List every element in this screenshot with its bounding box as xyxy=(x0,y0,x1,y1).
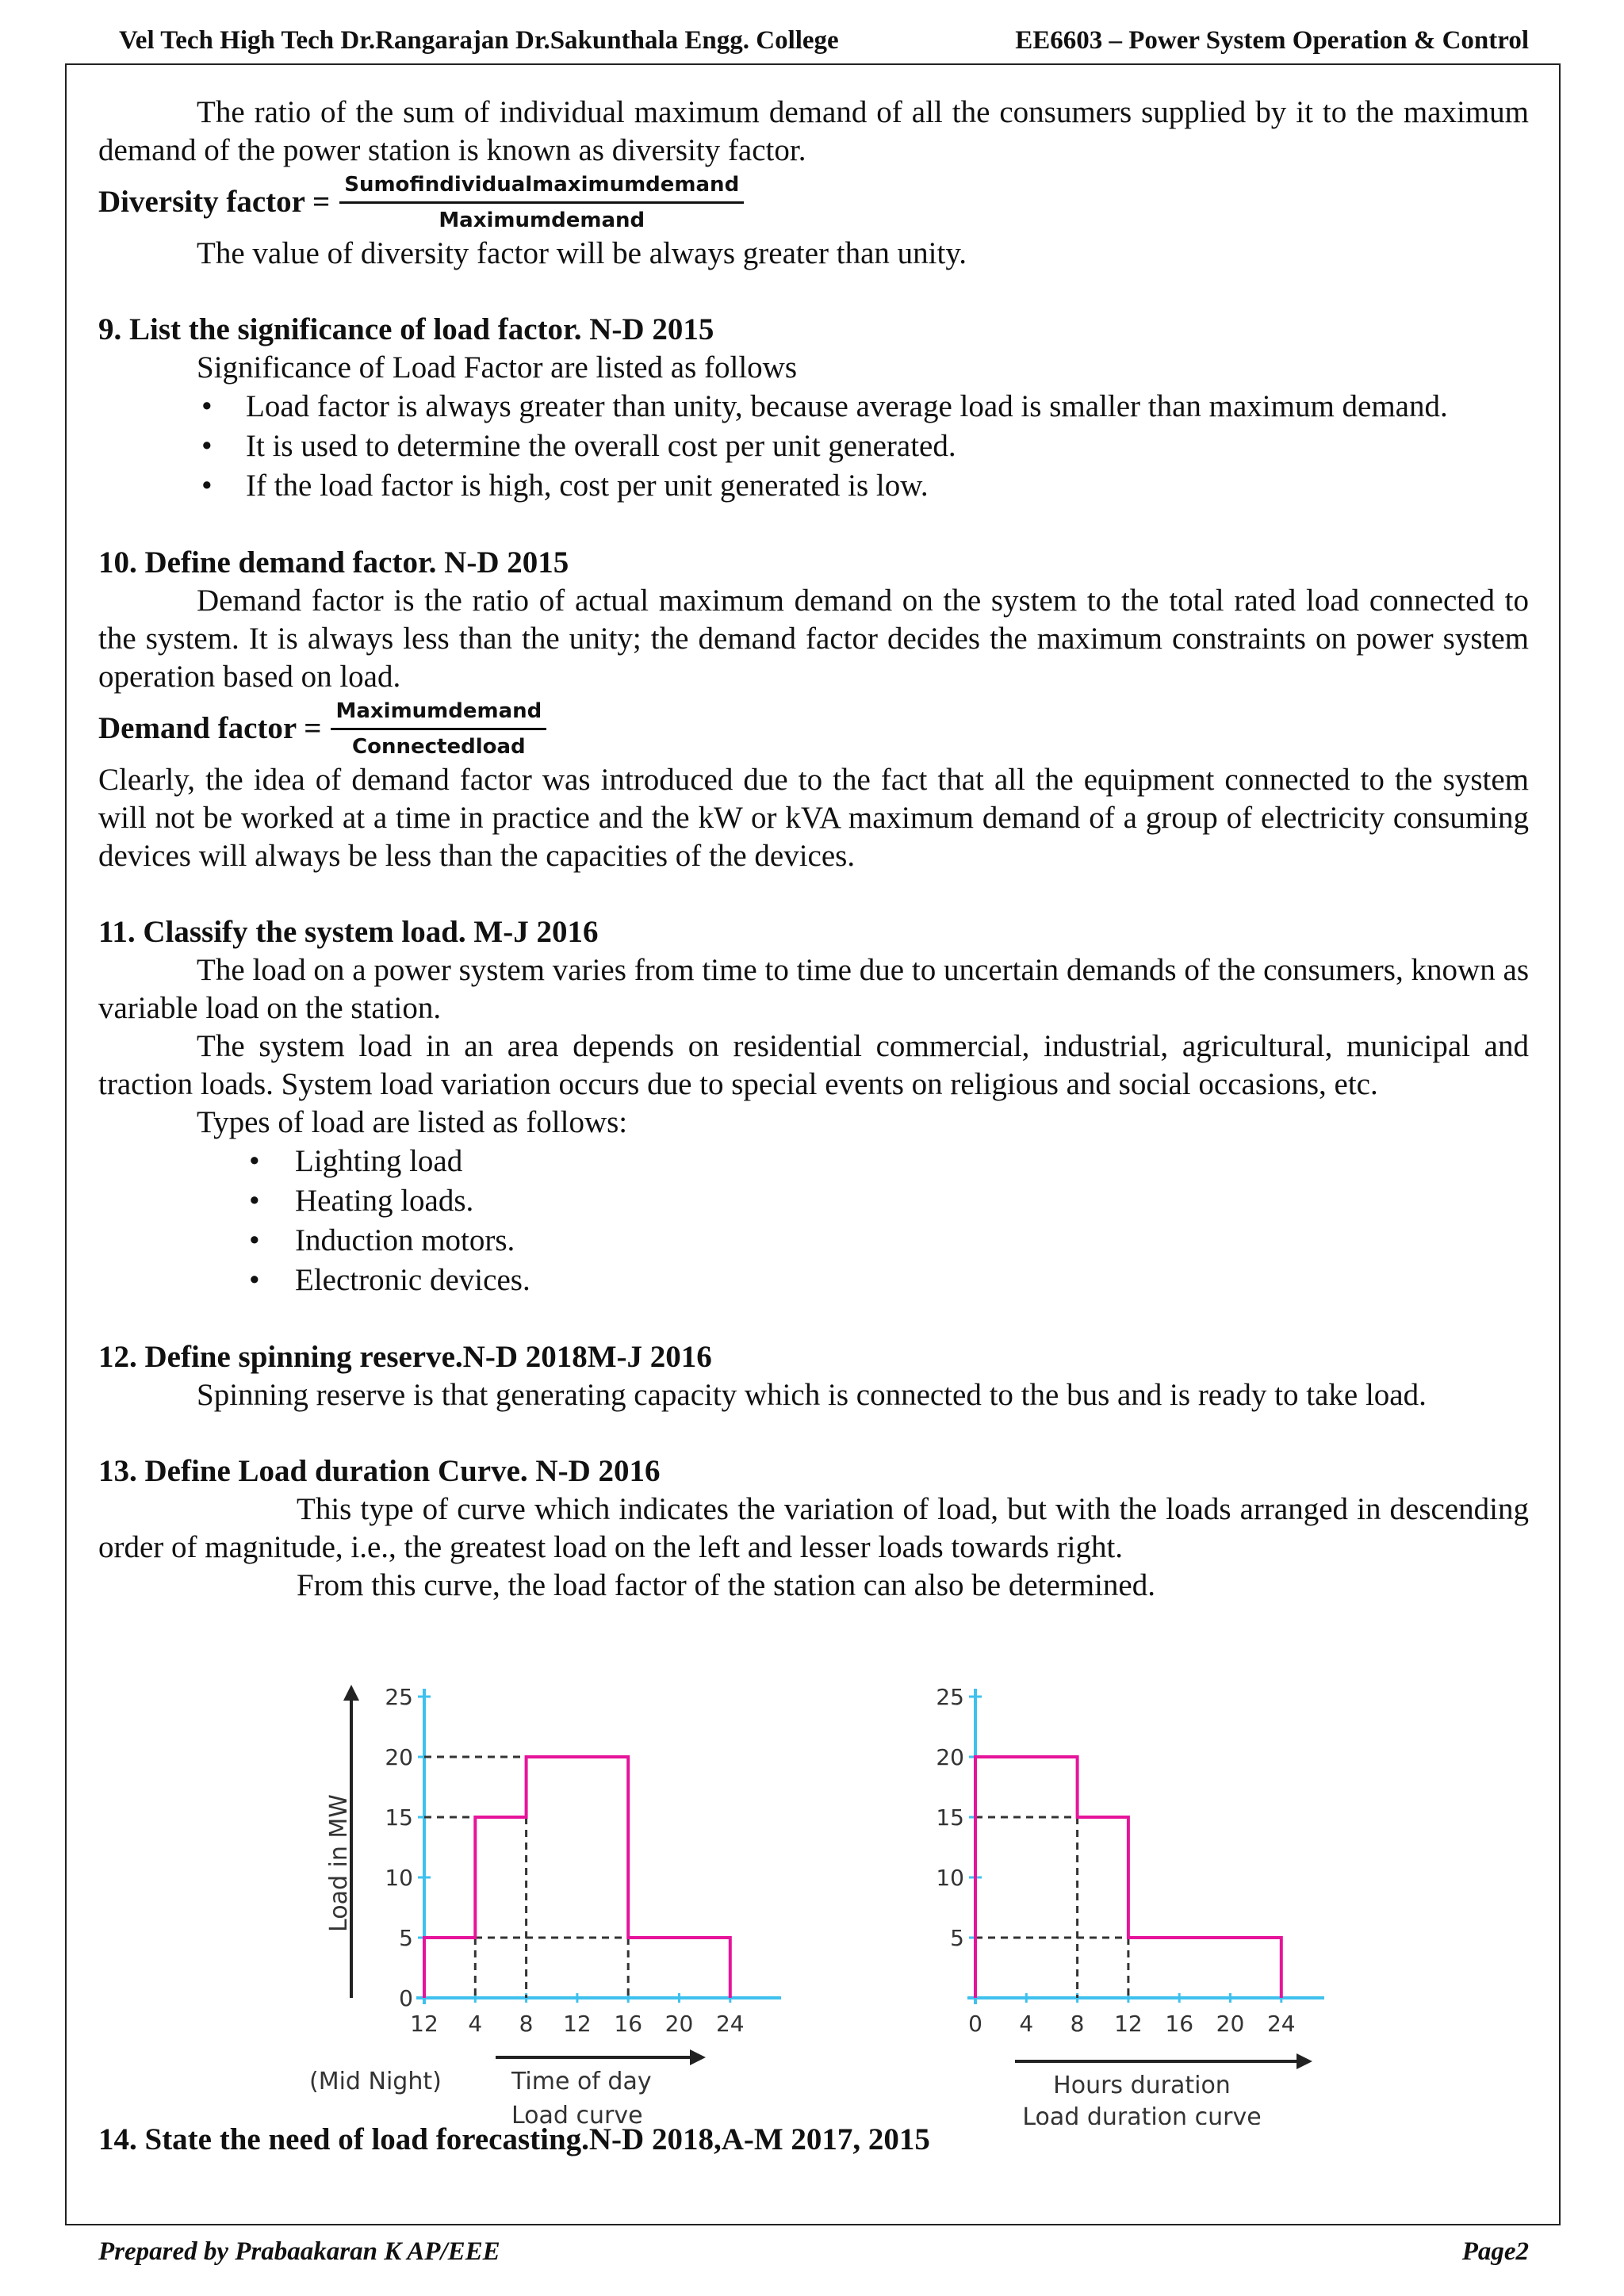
y-tick-label: 5 xyxy=(950,1925,964,1951)
x-tick-label: 4 xyxy=(1019,2011,1034,2037)
x-tick-label: 16 xyxy=(614,2011,643,2037)
list-item: • Lighting load xyxy=(98,1142,1529,1181)
diversity-formula xyxy=(98,170,1529,235)
footer-author: Prepared by Prabaakaran K AP/EEE xyxy=(98,2237,500,2266)
q11-para2: The system load in an area depends on residential commercial, industrial, agricultural, municipal and traction loads. System load variation occurs due to special events on religious and social occasions, etc. xyxy=(98,1029,1529,1101)
page-header xyxy=(119,21,1529,60)
x-tick-label: 24 xyxy=(1266,2011,1296,2037)
x-axis-label: Hours duration xyxy=(1053,2072,1231,2099)
q9-bullet-list xyxy=(98,387,1529,506)
x-tick-label: 12 xyxy=(563,2011,592,2037)
diversity-formula-label: Diversity factor = xyxy=(98,185,331,219)
list-item: • Electronic devices. xyxy=(98,1261,1529,1300)
fraction-numerator: Maximumdemand xyxy=(335,698,542,723)
q14-heading: 14. State the need of load forecasting.N-D 2018,A-M 2017, 2015 xyxy=(98,2122,930,2156)
x-tick-label: 8 xyxy=(1070,2011,1085,2037)
page-content xyxy=(98,94,1529,1605)
demand-formula xyxy=(98,696,1529,761)
q13-para1: This type of curve which indicates the variation of load, but with the loads arranged in descending order of magnitude, i.e., the greatest load on the left and lesser loads towards right. xyxy=(98,1492,1529,1564)
list-item: • Load factor is always greater than unity, because average load is smaller than maximum demand. xyxy=(98,387,1529,427)
load-curves-figure xyxy=(309,1586,1340,2125)
demand-formula-label: Demand factor = xyxy=(98,711,322,745)
list-item: • Induction motors. xyxy=(98,1221,1529,1261)
q10-explanation: Clearly, the idea of demand factor was introduced due to the fact that all the equipment connected to the system will not be worked at a time in practice and the kW or kVA maximum demand of a group of electricity consuming devices will always be less than the capacities of the devices. xyxy=(98,763,1529,873)
q13-para2: From this curve, the load factor of the station can also be determined. xyxy=(297,1568,1155,1602)
q12-heading: 12. Define spinning reserve.N-D 2018M-J 2016 xyxy=(98,1340,712,1374)
y-tick-label: 0 xyxy=(399,1985,413,2011)
x-axis-label: Time of day xyxy=(511,2068,652,2095)
page-footer xyxy=(98,2237,1529,2267)
q11-heading: 11. Classify the system load. M-J 2016 xyxy=(98,915,599,949)
footer-page-number: Page2 xyxy=(1461,2237,1529,2266)
y-tick-label: 20 xyxy=(385,1744,413,1770)
x-tick-label: 12 xyxy=(410,2011,439,2037)
chart-title: Load curve xyxy=(511,2102,643,2125)
fraction-denominator: Maximumdemand xyxy=(439,208,645,232)
y-tick-label: 5 xyxy=(399,1925,413,1951)
q10-definition: Demand factor is the ratio of actual maximum demand on the system to the total rated load connected to the system. It is always less than the unity; the demand factor decides the maximum constraints on power system operation based on load. xyxy=(98,584,1529,694)
q11-para1: The load on a power system varies from time to time due to uncertain demands of the consumers, known as variable load on the station. xyxy=(98,953,1529,1025)
arrow-head xyxy=(1297,2053,1312,2069)
x-tick-label: 8 xyxy=(519,2011,534,2037)
q10-heading: 10. Define demand factor. N-D 2015 xyxy=(98,545,569,580)
q12-definition: Spinning reserve is that generating capacity which is connected to the bus and is ready to take load. xyxy=(197,1378,1427,1412)
x-tick-label: 12 xyxy=(1114,2011,1143,2037)
x-tick-label: 4 xyxy=(468,2011,483,2037)
y-tick-label: 25 xyxy=(936,1684,964,1710)
y-tick-label: 25 xyxy=(385,1684,413,1710)
step-curve xyxy=(975,1757,1281,1998)
y-tick-label: 10 xyxy=(385,1865,413,1891)
y-tick-label: 15 xyxy=(385,1804,413,1831)
list-item: • Heating loads. xyxy=(98,1181,1529,1221)
step-curve xyxy=(424,1757,730,1998)
fraction-numerator: Sumofindividualmaximumdemand xyxy=(344,172,740,197)
list-item: • If the load factor is high, cost per unit generated is low. xyxy=(98,466,1529,506)
diversity-fraction xyxy=(339,173,744,232)
q9-heading: 9. List the significance of load factor. N-D 2015 xyxy=(98,312,714,346)
q9-intro: Significance of Load Factor are listed as follows xyxy=(197,350,798,385)
q13-heading: 13. Define Load duration Curve. N-D 2016 xyxy=(98,1454,661,1488)
header-course: EE6603 – Power System Operation & Control xyxy=(1015,25,1529,55)
x-tick-label: 24 xyxy=(715,2011,745,2037)
x-tick-label: 20 xyxy=(1216,2011,1245,2037)
list-item: • It is used to determine the overall cost per unit generated. xyxy=(98,427,1529,466)
x-tick-label: 16 xyxy=(1165,2011,1194,2037)
y-tick-label: 15 xyxy=(936,1804,964,1831)
x-tick-label: 0 xyxy=(968,2011,982,2037)
arrow-head xyxy=(690,2049,706,2065)
q11-intro: Types of load are listed as follows: xyxy=(197,1105,628,1139)
y-tick-label: 20 xyxy=(936,1744,964,1770)
fraction-denominator: Connectedload xyxy=(352,734,526,759)
arrow-head xyxy=(343,1685,359,1701)
q11-bullet-list xyxy=(98,1142,1529,1300)
demand-fraction xyxy=(331,699,546,759)
diversity-definition: The ratio of the sum of individual maximum demand of all the consumers supplied by it to the maximum demand of the power station is known as diversity factor. xyxy=(98,95,1529,167)
x-axis-note: (Mid Night) xyxy=(309,2068,442,2095)
header-college: Vel Tech High Tech Dr.Rangarajan Dr.Sakunthala Engg. College xyxy=(119,25,839,55)
y-axis-label: Load in MW xyxy=(325,1794,353,1932)
diversity-note: The value of diversity factor will be always greater than unity. xyxy=(197,236,967,270)
x-tick-label: 20 xyxy=(665,2011,694,2037)
load-curves-svg xyxy=(309,1586,1340,2125)
chart-title: Load duration curve xyxy=(1022,2103,1262,2125)
y-tick-label: 10 xyxy=(936,1865,964,1891)
